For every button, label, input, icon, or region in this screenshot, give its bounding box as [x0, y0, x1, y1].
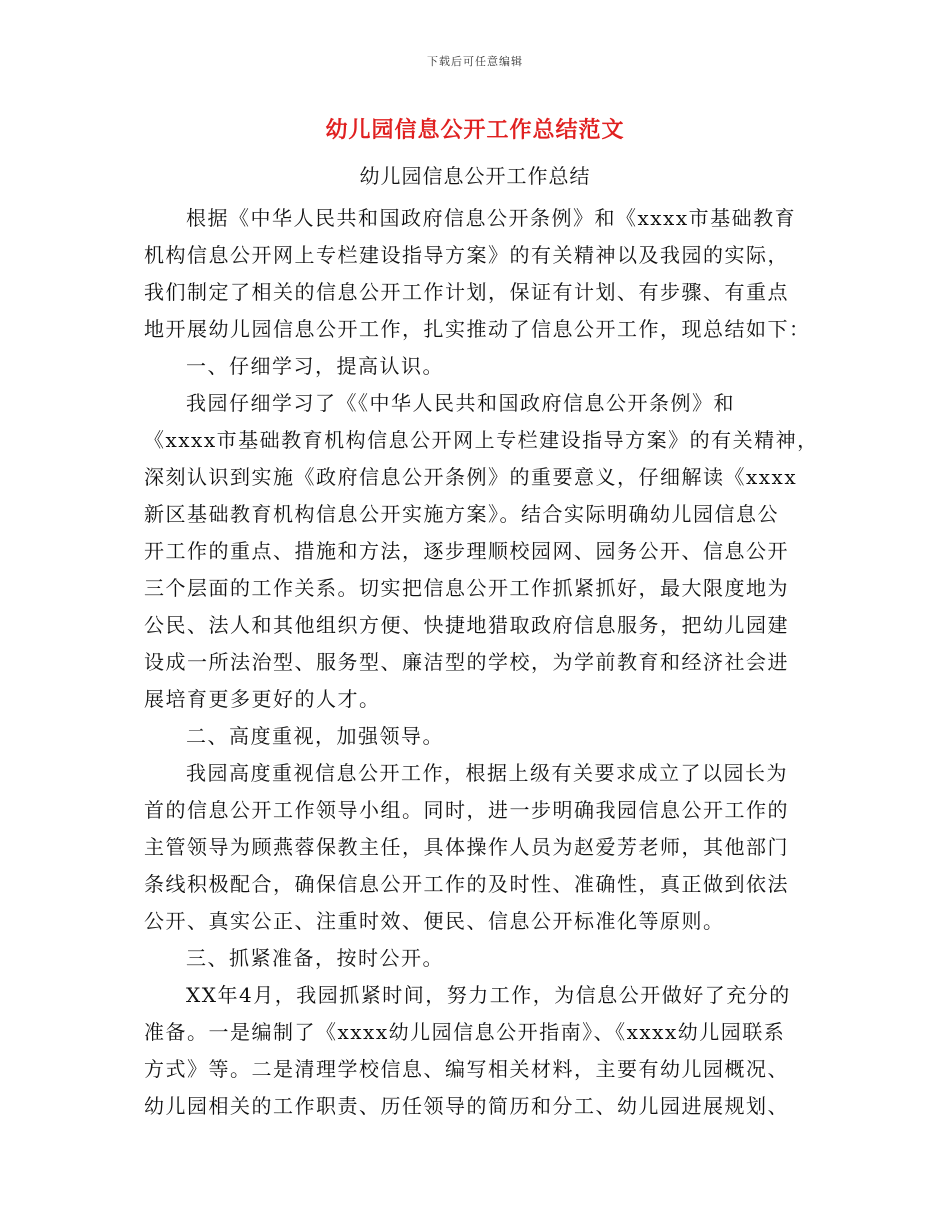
- paragraph-line: 《xxxx市基础教育机构信息公开网上专栏建设指导方案》的有关精神，: [144, 428, 819, 452]
- paragraph-line: 方式》等。二是清理学校信息、编写相关材料，主要有幼儿园概况、: [144, 1057, 789, 1081]
- paragraph-line: 我园高度重视信息公开工作，根据上级有关要求成立了以园长为: [186, 761, 788, 785]
- paragraph-line: 公开、真实公正、注重时效、便民、信息公开标准化等原则。: [144, 909, 725, 933]
- paragraph-line: 开工作的重点、措施和方法，逐步理顺校园网、园务公开、信息公开: [144, 539, 789, 563]
- paragraph-line: 我园仔细学习了《《中华人民共和国政府信息公开条例》和: [186, 391, 735, 415]
- paragraph-line: 根据《中华人民共和国政府信息公开条例》和《xxxx市基础教育: [186, 206, 797, 230]
- paragraph-line: 我们制定了相关的信息公开工作计划，保证有计划、有步骤、有重点: [144, 280, 789, 304]
- paragraph-line: 设成一所法治型、服务型、廉洁型的学校，为学前教育和经济社会进: [144, 650, 789, 674]
- paragraph-line: 首的信息公开工作领导小组。同时，进一步明确我园信息公开工作的: [144, 798, 789, 822]
- paragraph-line: 幼儿园相关的工作职责、历任领导的简历和分工、幼儿园进展规划、: [144, 1094, 789, 1118]
- paragraph-line: 新区基础教育机构信息公开实施方案》。结合实际明确幼儿园信息公: [144, 502, 779, 526]
- paragraph-line: 展培育更多更好的人才。: [144, 687, 381, 711]
- document-subtitle: 幼儿园信息公开工作总结: [359, 164, 591, 188]
- paragraph-line: 机构信息公开网上专栏建设指导方案》的有关精神以及我园的实际，: [144, 243, 789, 267]
- paragraph-line: 深刻认识到实施《政府信息公开条例》的重要意义，仔细解读《xxxx: [144, 465, 798, 489]
- page-header-note: 下载后可任意编辑: [427, 55, 523, 68]
- section-heading: 二、高度重视，加强领导。: [186, 724, 444, 748]
- paragraph-line: 主管领导为顾燕蓉保教主任，具体操作人员为赵爱芳老师，其他部门: [144, 835, 789, 859]
- document-title: 幼儿园信息公开工作总结范文: [325, 117, 625, 143]
- paragraph-line: 三个层面的工作关系。切实把信息公开工作抓紧抓好，最大限度地为: [144, 576, 789, 600]
- paragraph-line: XX年4月，我园抓紧时间，努力工作，为信息公开做好了充分的: [186, 983, 791, 1007]
- paragraph-line: 地开展幼儿园信息公开工作，扎实推动了信息公开工作，现总结如下：: [144, 317, 811, 341]
- paragraph-line: 准备。一是编制了《xxxx幼儿园信息公开指南》、《xxxx幼儿园联系: [144, 1020, 786, 1044]
- section-heading: 三、抓紧准备，按时公开。: [186, 946, 444, 970]
- paragraph-line: 公民、法人和其他组织方便、快捷地猎取政府信息服务，把幼儿园建: [144, 613, 789, 637]
- paragraph-line: 条线积极配合，确保信息公开工作的及时性、准确性，真正做到依法: [144, 872, 789, 896]
- section-heading: 一、仔细学习，提高认识。: [186, 354, 444, 378]
